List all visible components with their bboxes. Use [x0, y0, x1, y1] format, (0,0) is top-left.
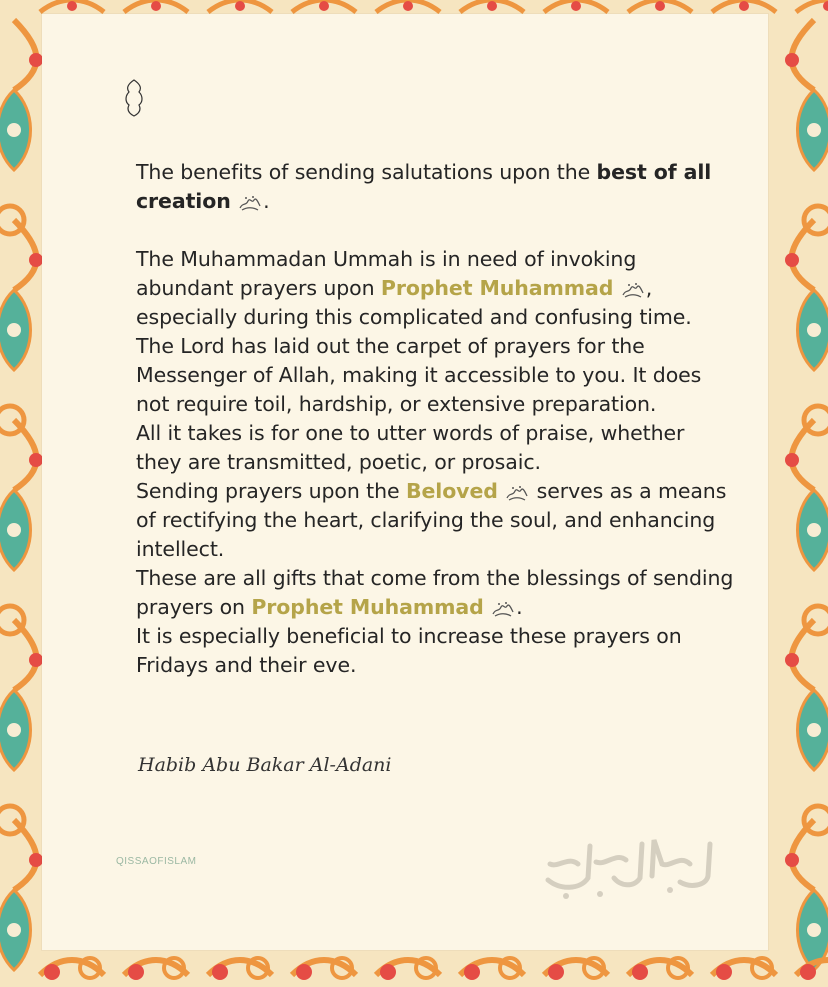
author-signature: Habib Abu Bakar Al-Adani [138, 754, 392, 776]
salawat-seal-icon [238, 194, 262, 212]
salawat-seal-icon [621, 281, 645, 299]
pattern-dot [7, 523, 21, 537]
pattern-red-dot [785, 653, 799, 667]
pattern-red-dot [128, 964, 144, 980]
pattern-red-dot [785, 53, 799, 67]
highlight-prophet-2: Prophet Muhammad [251, 595, 484, 619]
pattern-red-dot [403, 1, 413, 11]
pattern-red-dot [212, 964, 228, 980]
heading-line: The benefits of sending salutations upon the best of all creation . [136, 160, 712, 213]
pattern-dot [7, 123, 21, 137]
pattern-red-dot [464, 964, 480, 980]
pattern-red-dot [67, 1, 77, 11]
pattern-dot [807, 123, 821, 137]
pattern-red-dot [800, 964, 816, 980]
pattern-red-dot [716, 964, 732, 980]
pattern-red-dot [29, 53, 43, 67]
highlight-beloved: Beloved [405, 479, 498, 503]
arch-outline-icon [120, 78, 148, 118]
pattern-red-dot [29, 653, 43, 667]
pattern-dot [7, 723, 21, 737]
pattern-red-dot [785, 253, 799, 267]
pattern-dot [807, 323, 821, 337]
pattern-red-dot [29, 453, 43, 467]
paragraph-2: The Lord has laid out the carpet of prayers for the Messenger of Allah, making it accessible to you. It does not require toil, hardship, or extensive preparation. [136, 334, 702, 416]
pattern-red-dot [785, 453, 799, 467]
pattern-dot [807, 723, 821, 737]
paragraph-5: These are all gifts that come from the blessings of sending prayers on Prophet Muhammad . [136, 566, 734, 619]
pattern-red-dot [487, 1, 497, 11]
pattern-red-dot [571, 1, 581, 11]
pattern-red-dot [235, 1, 245, 11]
pattern-dot [807, 523, 821, 537]
paragraph-4: Sending prayers upon the Beloved serves as a means of rectifying the heart, clarifying the soul, and enhancing intellect. [136, 479, 727, 561]
pattern-red-dot [151, 1, 161, 11]
salawat-seal-icon [505, 484, 529, 502]
heading-emphasis: best of all creation [136, 160, 712, 213]
pattern-red-dot [319, 1, 329, 11]
highlight-prophet: Prophet Muhammad [380, 276, 614, 300]
pattern-dot [7, 323, 21, 337]
pattern-red-dot [785, 853, 799, 867]
pattern-red-dot [380, 964, 396, 980]
pattern-red-dot [548, 964, 564, 980]
pattern-red-dot [296, 964, 312, 980]
pattern-red-dot [739, 1, 749, 11]
paragraph-3: All it takes is for one to utter words of praise, whether they are transmitted, poetic, or prosaic. [136, 421, 685, 474]
pattern-red-dot [655, 1, 665, 11]
pattern-dot [7, 923, 21, 937]
paragraph-1: The Muhammadan Ummah is in need of invoking abundant prayers upon Prophet Muhammad , especially during this complicated and confusing time. [136, 247, 692, 329]
quote-card [42, 14, 768, 950]
pattern-red-dot [29, 853, 43, 867]
arabic-calligraphy-watermark [530, 824, 720, 904]
paragraph-6: It is especially beneficial to increase these prayers on Fridays and their eve. [136, 624, 682, 677]
pattern-red-dot [44, 964, 60, 980]
article-body [136, 158, 736, 680]
salawat-seal-icon [491, 600, 515, 618]
pattern-dot [807, 923, 821, 937]
pattern-red-dot [632, 964, 648, 980]
pattern-red-dot [29, 253, 43, 267]
brand-watermark: QISSAOFISLAM [116, 856, 197, 867]
